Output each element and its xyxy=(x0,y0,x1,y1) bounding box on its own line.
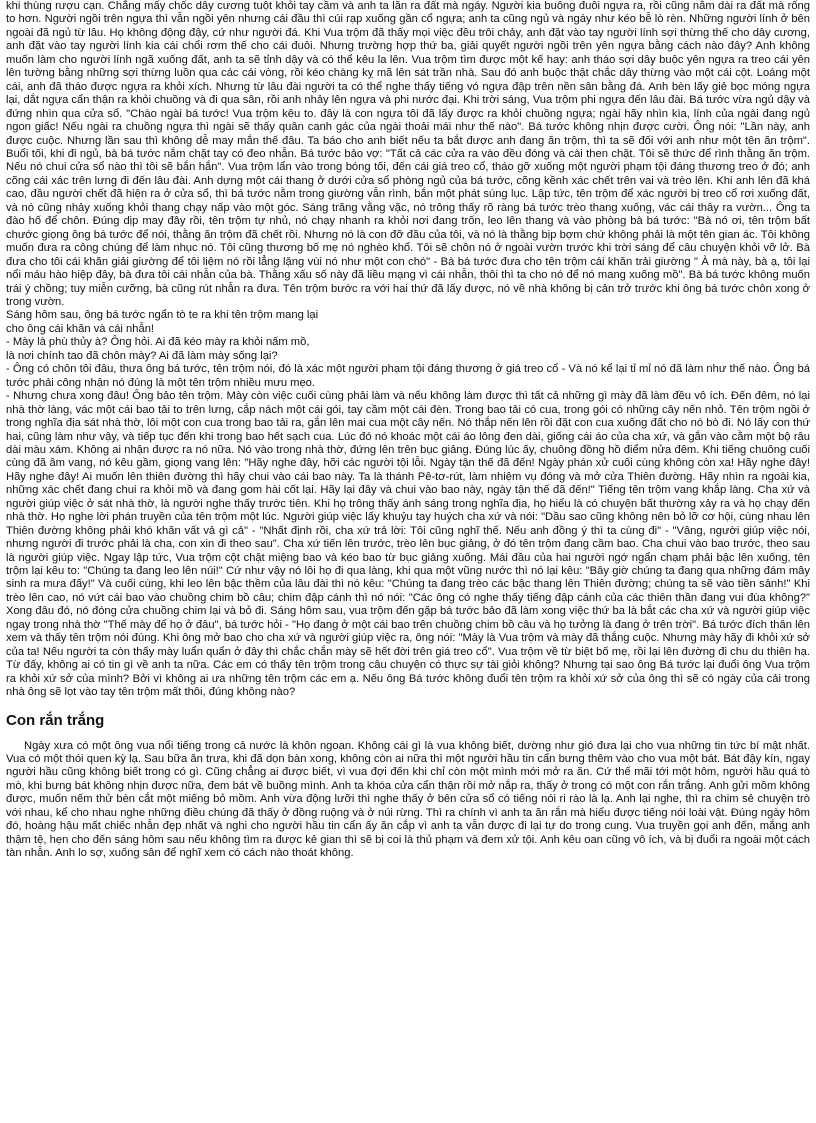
story-con-ran-trang-text xyxy=(6,740,810,861)
story-vua-trom-text xyxy=(6,0,810,700)
story1-paragraph-1: khi thùng rượu cạn. Chẳng mấy chốc dây cương tuột khỏi tay cầm và anh ta lăn ra đất mà ngáy. Người kia buông đuôi ngựa ra, rồi cũng nằm dài ra đất mà rống to hơn. Người ngồi trên ngựa thì vẫn ngồi yên nhưng cái đầu thì cúi rạp xuống gần cổ ngựa; anh ta cũng ngủ và ngáy như kéo bễ lò rèn. Những người lính ở bên ngoài đã ngủ từ lâu. Họ không động đậy, cứ như người đá. Khi Vua trộm đã thấy mọi việc đều trôi chảy, anh đặt vào tay người lính sợi thừng thế cho dây cương, anh đặt vào tay người lính kia cái chổi rơm thế cho cái đuôi. Nhưng trường hợp thứ ba, giải quyết người ngồi trên yên ngựa bằng cách nào đây? Anh không muốn làm cho người lính ngã xuống đất, anh ta sẽ tỉnh dậy và có thể kêu la lên. Vua trộm tìm được một kế hay: anh tháo sợi dây buộc yên ngựa ra treo cái yên lên tường bằng những sợi thừng luồn qua các cái vòng, rồi kéo chàng kỵ mã lên sát trần nhà. Sau đó anh buộc thật chắc dây thừng vào một cái cột. Loáng một cái, anh đã tháo được ngựa ra khỏi xích. Nhưng từ lâu đài người ta có thể nghe thấy tiếng vó ngựa đập trên nền sân bằng đá. Anh bèn lấy giẻ bọc móng ngựa lại, dắt ngựa cẩn thận ra khỏi chuồng và đi qua sân, rồi anh nhảy lên ngựa và phi nước đại. Khi trời sáng, Vua trộm phi ngựa đến lâu đài. Bá tước vừa ngủ dậy và đứng nhìn qua cửa sổ. "Chào ngài bá tước! Vua trộm kêu to. đây là con ngựa tôi đã lấy được ra khỏi chuồng ngựa; ngài hãy nhìn kìa, lính của ngài đang ngủ ngon giấc! Nếu ngài ra chuồng ngựa thì ngài sẽ thấy quân canh gác của ngài thoải mái như thế nào". Bá tước không nhịn được cười. Ông nói: "Lần này, anh được cuộc. Nhưng lần sau thì không dễ may mắn thế đâu. Ta báo cho anh biết nếu ta bắt được anh đang ăn trộm, thì ta sẽ đối với anh như một tên ăn trộm". Buổi tối, khi đi ngủ, bà bá tước nắm chặt tay có đeo nhẫn. Bá tước bảo vợ: "Tất cả các cửa ra vào đều đóng và cài then chặt. Tôi sẽ thức để rình thằng ăn trộm. Nếu nó chui cửa sổ nào thì tôi sẽ bắn hắn". Vua trộm lẩn vào trong bóng tối, đến cái giá treo cổ, tháo gỡ xuống một người phạm tội đáng thương treo ở đó; anh cõng cái xác trên lưng đi đến lâu đài. Anh dựng một cái thang ở dưới cửa sổ phòng ngủ của bá tước, cõng kềnh xác chết trên vai và trèo lên. Khi anh lên đã khá cao, đầu người chết đã hiện ra ở cửa sổ, thì bá tước nằm trong giường vẫn rình, bắn một phát súng lục. Lập tức, tên trộm để xác người bị treo cổ rơi xuống đất, và nó cũng nhảy xuống khỏi thang chạy nấp vào một góc. Sáng trăng vằng vặc, nó trông thấy rõ ràng bá tước trèo thang xuống, vác cái thây ra vườn... Ông ta đào hố để chôn. Đúng dịp may đây rồi, tên trộm tự nhủ, nó chạy nhanh ra khỏi nơi đang trốn, leo lên thang và vào phòng bà bá tước: "Bà nó ơi, tên trộm bất chước giọng ông bá tước để nói, thằng ăn trộm đã chết rồi. Nhưng nó là con đỡ đầu của tôi, và nó là thằng bịp bợm chứ không phải là một tên gian ác. Tôi không muốn đưa ra công chúng để làm nhục nó. Tôi cũng thương bố mẹ nó nghèo khổ. Tôi sẽ chôn nó ở ngoài vườn trước khi trời sáng để câu chuyện khỏi vỡ lở. Bà đưa cho tôi cái khăn giải giường để tôi liệm nó rồi lẳng lặng vùi nó như một con chó" - Bà bá tước đưa cho tên trộm cái khăn trải giường " À mà này, bà ạ, tôi lại nổi máu hào hiệp đây, bà đưa tôi cái nhẫn của bà. Thằng xấu số này đã liều mạng vì cái nhẫn, thôi thì ta cho nó để nó mang xuống mồ". Bà bá tước không muốn trái ý chồng; tuy miễn cưỡng, bà cũng rút nhẫn ra đưa. Tên trộm bước ra với hai thứ đã lấy được, nó về nhà không bị cản trở trước khi ông bá tước chôn xong ở trong vườn. xyxy=(6,0,810,308)
section-heading-con-ran-trang: Con rắn trắng xyxy=(6,711,105,729)
story2-paragraph-1: Ngày xưa có một ông vua nổi tiếng trong cả nước là khôn ngoan. Không cái gì là vua không biết, dường như gió đưa lại cho vua những tin tức bí mật nhất. Vua có một thói quen kỳ lạ. Sau bữa ăn trưa, khi đã dọn bàn xong, không còn ai nữa thì một người hầu tin cẩn bưng thêm vào cho vua một bát. Bát đậy kín, ngay người hầu cũng không biết trong có gì. Cũng chẳng ai được biết, vì vua đợi đến khi chỉ còn một mình mới mở ra ăn. Cứ thế mãi tới một hôm, người hầu quá tò mò, khi bưng bát không nhịn được nữa, đem bát về buồng mình. Anh ta khóa cửa cẩn thận rồi mở nắp ra, thấy ở trong có một con rắn trắng. Anh gửi mồm không được, muốn nếm thử bèn cắt một miếng bỏ mồm. Anh vừa động lưỡi thì nghe thấy ở bên cửa sổ có tiếng nói ri rào là lạ. Anh lại nghe, thì ra chim sẻ chuyện trò với nhau, kể cho nhau nghe những điều chúng đã thấy ở đồng ruộng và ở núi rừng. Thì ra chính vì anh ta ăn rắn mà hiểu được tiếng nói loài vật. Đúng ngày hôm đó, hoàng hậu mất chiếc nhẫn đẹp nhất và nghi cho người hầu tin cẩn ấy ăn cắp vì anh ta vẫn được đi lại tự do trong cung. Vua truyền gọi anh đến, mắng anh thậm tệ, hẹn cho đến sáng hôm sau nếu không tìm ra được kẻ gian thì sẽ bị coi là thủ phạm và đem xử tội. Anh kêu oan cũng vô ích, và bị đuổi ra ngoài một cách tàn nhẫn. Anh lo sợ, xuống sân để nghĩ xem có cách nào thoát không. xyxy=(6,739,810,860)
story1-line-3: cho ông cái khăn và cái nhẫn! xyxy=(6,322,155,335)
story1-line-2: Sáng hôm sau, ông bá tước ngẩn tò te ra khi tên trộm mang lại xyxy=(6,309,319,322)
story1-paragraph-7: - Nhưng chưa xong đâu! Ông bảo tên trộm. Mày còn việc cuối cùng phải làm và nếu không làm được thì tất cả những gì mày đã làm đều vô ích. Đến đêm, nó lại nhà thờ làng, vác một cái bao tải to trên lưng, cắp nách một cái gói, tay cầm một cái đèn. Trong bao tải có cua, trong gói có những cây nến nhỏ. Tên trộm ngồi ở trong nghĩa địa sát nhà thờ, lôi một con cua trong bao tải ra, gắn lên mai cua một cây nến. Nó thắp nến lên rồi đặt con cua xuống đất cho nó bò đi. Nó lấy con thứ hai, cũng làm như vậy, và tiếp tục đến khi trong bao hết sạch cua. Lúc đó nó khoác một cái áo lông đen dài, giống cái áo của cha xứ, và gắn vào cằm một bộ râu dài màu xám. Không ai nhận được ra nó nữa. Nó vào trong nhà thờ, đứng lên trên bục giảng. Đúng lúc ấy, chuông đồng hồ điểm nửa đêm. Khi tiếng chuông cuối cùng đã âm vang, nó kêu gầm, giọng vang lên: "Hãy nghe đây, hỡi các người tội lỗi. Ngày tận thế đã đến! Ngày phán xử cuối cùng không còn xa! Hãy nghe đây! Hãy nghe đây! Ai muốn lên thiên đường thì hãy chui vào cái bao này. Ta là thánh Pê-tơ-rút, làm nhiệm vụ đóng và mở cửa Thiên đường. Hãy nhìn ra ngoài kia, những xác chết đang chui ra khỏi mồ và đang gom hài cốt lại. Hãy lại đây và chui vào bao này, ngày tận thế đã đến!" Tiếng tên trộm vang khắp làng. Cha xứ và người giúp việc ở sát nhà thờ, là người nghe thấy trước tiên. Khi họ trông thấy ánh sáng trong nghĩa địa, họ hiểu là có chuyện bất thường xảy ra và họ chạy đến nhà thờ. Họ nghe lời phán truyền của tên trộm một lúc. Người giúp việc lấy khuỷu tay huých cha xứ và nói: "Dầu sao cũng không nên bỏ lỡ cơ hội, cùng nhau lên Thiên đường không phải khó khăn vất vả gì cả" - "Nhất định rồi, cha xứ trả lời: Tôi cũng nghĩ thế. Nếu anh đồng ý thì ta cùng đi" - "Vâng, người giúp việc nói, nhưng người đi trước phải là cha, con xin đi theo sau". Cha xứ tiến lên trước, trèo lên bục giảng, ở đó tên trộm đang cầm bao. Cha chui vào bao trước, theo sau là người giúp việc. Ngay lập tức, Vua trộm cột chặt miệng bao và kéo bao từ bục giảng xuống. Mái đầu của hai người ngớ ngẩn chạm phải bậc lên xuống, tên trộm lại kêu to: "Chúng ta đang leo lên núi!" Cứ như vậy nó lôi họ đi qua làng, khi qua một vũng nước thì nó lại kêu: "Bây giờ chúng ta đang qua những đám mây sinh ra mưa đấy!" Và cuối cùng, khi leo lên bậc thềm của lâu đài thì nó kêu: "Chúng ta đang trèo các bậc thang lên Thiên đường; chúng ta sẽ vào tiền sảnh!" Khi trèo lên cao, nó vứt cái bao vào chuồng chim bồ câu; chim đập cánh thì nó nói: "Các ông có nghe thấy tiếng đập cánh của các thiên thần đang vui đùa không?" Xong đâu đó, nó đóng cửa chuồng chim lại và bỏ đi. Sáng hôm sau, vua trộm đến gặp bá tước bảo đã làm xong việc thứ ba là bắt các cha xứ và người giúp việc ngay trong nhà thờ "Thế mày để họ ở đâu", bá tước hỏi - "Họ đang ở một cái bao trên chuồng chim bồ câu và họ tưởng là đang ở trên trời". Bá tước đích thân lên xem và thấy tên trộm nói đúng. Khi ông mở bao cho cha xứ và người giúp việc ra, ông nói: "Mày là Vua trộm và mày đã thắng cuộc. Nhưng mày hãy đi khỏi xứ sở của ta! Nếu người ta còn thấy mày luẩn quẩn ở đây thì chắc chắn mày sẽ hết đời trên giá treo cổ". Vua trộm về từ biệt bố mẹ, rồi lại lên đường đi chu du thiên hạ. Từ đấy, không ai có tin gì về anh ta nữa. Các em có thấy tên trộm trong câu chuyện có thực sự tài giỏi không? Nhưng tại sao ông Bá tước lại đuổi ông Vua trộm ra khỏi xứ sở của mình? Bởi vì không ai ưa những tên trộm các em ạ. Nếu ông Bá tước không đuổi tên trộm ra khỏi xứ sở của ông thì sẽ có ngày của cải trong nhà ông sẽ lọt vào tay tên trộm mất thôi, đúng không nào? xyxy=(6,390,810,699)
story1-line-5: là nơi chính tao đã chôn mày? Ai đã làm mày sống lại? xyxy=(6,349,278,362)
story1-line-4: - Mày là phù thủy à? Ông hỏi. Ai đã kéo mày ra khỏi nấm mồ, xyxy=(6,336,310,349)
story1-paragraph-6: - Ông có chôn tôi đâu, thưa ông bá tước, tên trộm nói, đó là xác một người phạm tội đáng thương ở giá treo cổ - Và nó kể lại tỉ mỉ nó đã làm như thế nào. Ông bá tước phải công nhận nó đúng là một tên trộm nhiều mưu mẹo. xyxy=(6,363,810,389)
